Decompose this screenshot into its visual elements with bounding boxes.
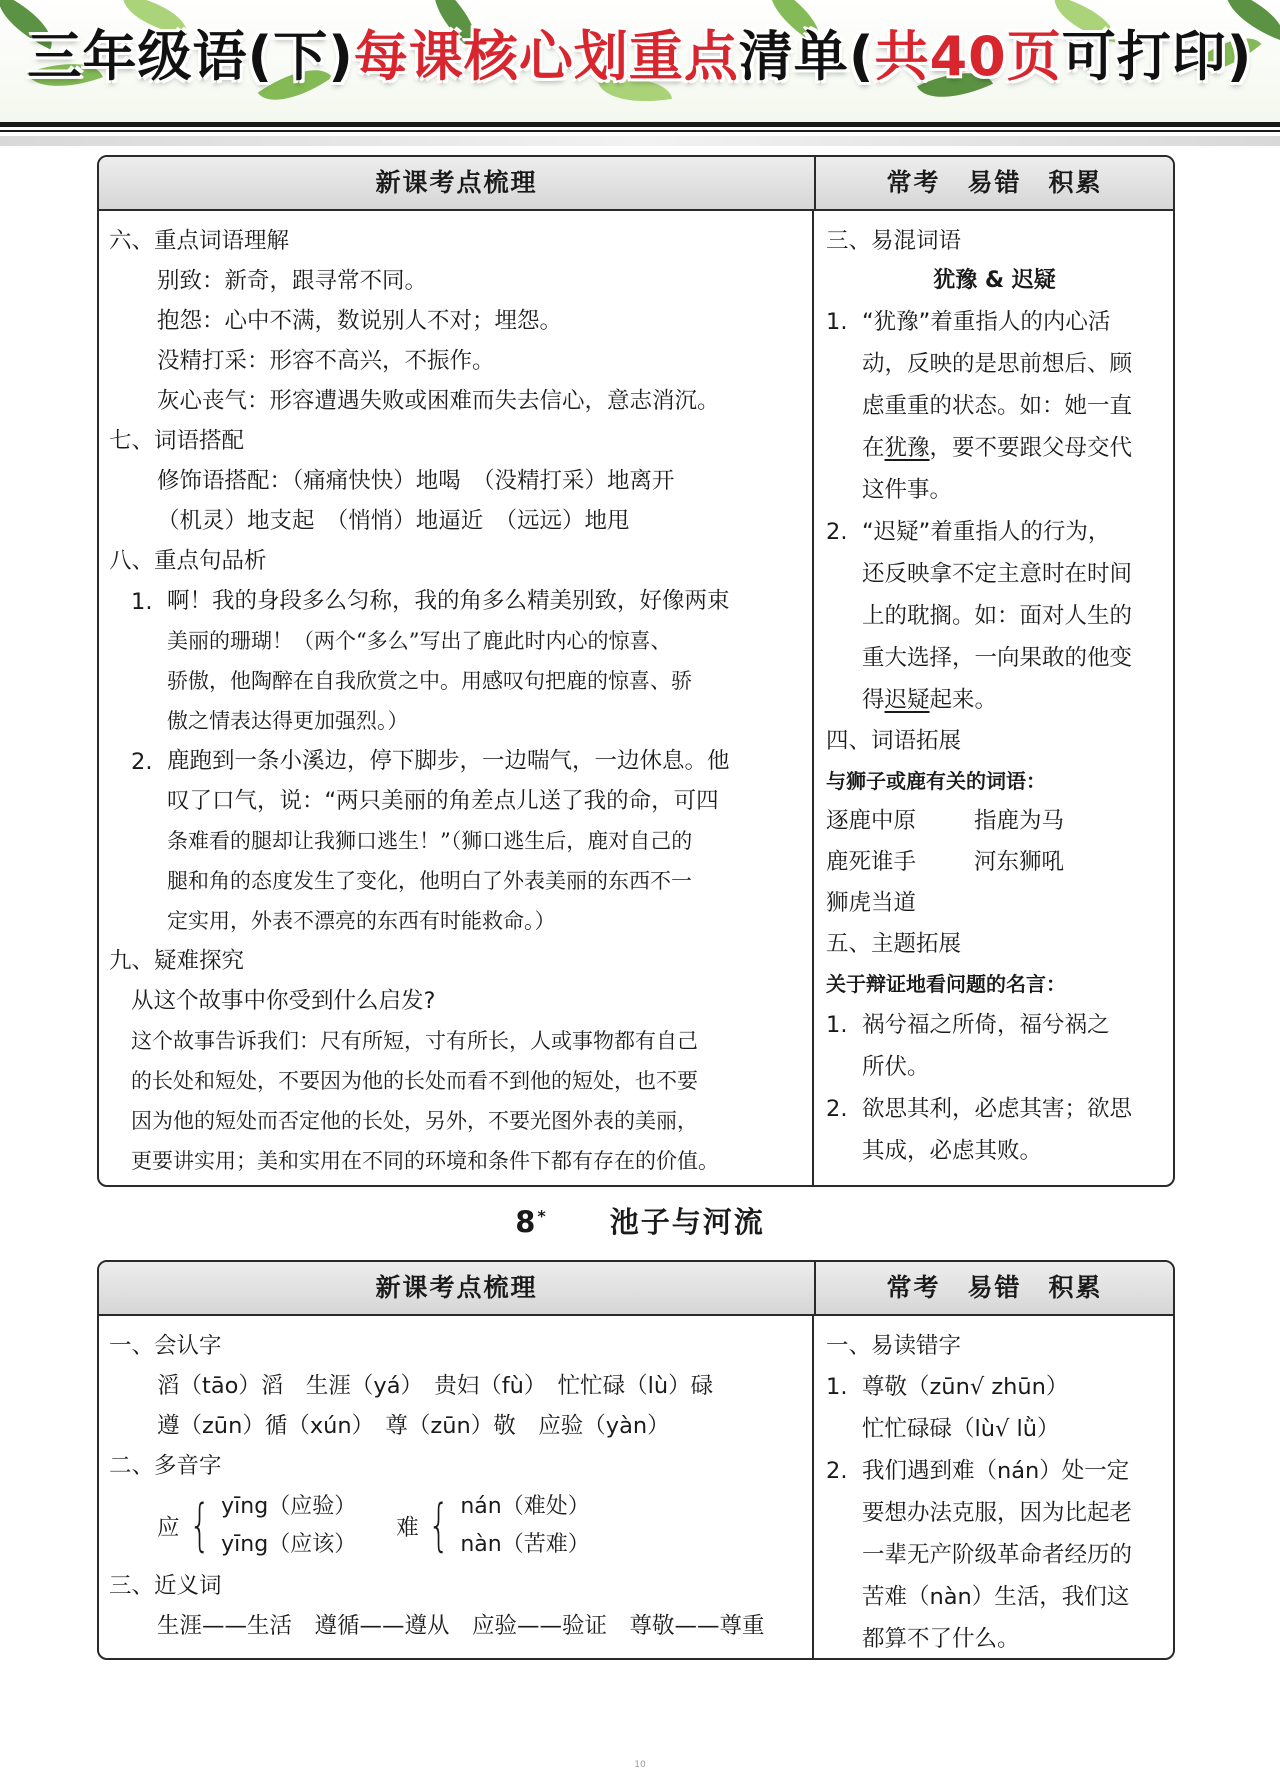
text-line: 祸兮福之所倚，福兮祸之: [862, 1012, 1110, 1038]
subtitle: 关于辩证地看问题的名言：: [826, 972, 1066, 996]
brace-icon: {: [427, 1493, 450, 1558]
right-column: [814, 211, 1173, 1187]
text-line: 条难看的腿却让我狮口逃生！”（狮口逃生后，鹿对自己的: [167, 829, 693, 853]
text-line: 一辈无产阶级革命者经历的: [862, 1542, 1133, 1568]
table-header: [99, 1262, 1173, 1316]
section-title: 四、词语拓展: [826, 728, 962, 754]
text-line: 叹了口气，说：“两只美丽的角差点儿送了我的命，可四: [167, 788, 719, 814]
question: 从这个故事中你受到什么启发?: [131, 988, 436, 1014]
text-line: 滔（tāo）滔 生涯（yá） 贵妇（fù） 忙忙碌（lù）碌: [157, 1373, 714, 1399]
lesson-mark: *: [537, 1206, 548, 1226]
text-line: 骄傲，他陶醉在自我欣赏之中。用感叹句把鹿的惊喜、骄: [167, 669, 692, 693]
page-number: 10: [634, 1760, 646, 1770]
lesson-name: 池子与河流: [609, 1205, 765, 1239]
text-line: [862, 427, 1163, 469]
underlined-word: 迟疑: [884, 687, 930, 713]
divider: [0, 122, 1280, 127]
list-item: 别致：新奇，跟寻常不同。: [157, 268, 428, 294]
text-line: “迟疑”着重指人的行为，: [862, 519, 1111, 545]
text-fragment: 起来。: [929, 687, 998, 713]
word-row: [826, 883, 1163, 924]
section-title: 七、词语搭配: [109, 428, 245, 454]
item-number: 2.: [131, 749, 153, 775]
divider: [0, 130, 1280, 132]
sentence-item: [109, 741, 802, 941]
text-line: [862, 679, 1163, 721]
lesson-number: 8: [515, 1205, 538, 1239]
study-table-2: [97, 1260, 1175, 1660]
header-right: 常考 易错 积累: [886, 168, 1103, 197]
item-number: 1.: [826, 1374, 848, 1400]
polyphone-char: 应: [157, 1515, 180, 1541]
list-item: 修饰语搭配：（痛痛快快）地喝 （没精打采）地离开: [157, 468, 675, 494]
note-item: [826, 1450, 1163, 1660]
text-line: 尊敬（zūn√ zhūn）: [862, 1374, 1069, 1400]
item-number: 1.: [131, 589, 153, 615]
banner-title: [0, 14, 1280, 91]
list-item: 灰心丧气：形容遭遇失败或困难而失去信心，意志消沉。: [157, 388, 720, 414]
title-part: 每课核心划重点: [353, 25, 739, 88]
title-part: 清单(: [738, 25, 875, 88]
polyphone-group: [396, 1486, 590, 1566]
header-left: 新课考点梳理: [99, 1262, 816, 1314]
word: 河东狮吼: [974, 849, 1065, 875]
word-row: [826, 842, 1163, 883]
text-line: 虑重重的状态。如：她一直: [862, 393, 1133, 419]
note-item: [826, 301, 1163, 511]
title-part: 三年级语(下): [27, 25, 354, 88]
word: 狮虎当道: [826, 890, 917, 916]
text-line: 都算不了什么。: [862, 1626, 1020, 1652]
banner: [0, 0, 1280, 122]
section-title: 八、重点句品析: [109, 548, 267, 574]
left-column: [99, 211, 814, 1187]
text-line: 腿和角的态度发生了变化，他明白了外表美丽的东西不一: [167, 869, 692, 893]
text-line: 定实用，外表不漂亮的东西有时能救命。）: [167, 909, 556, 933]
item-number: 2.: [826, 1096, 848, 1122]
title-part: 可打印): [1061, 25, 1253, 88]
pinyin-line: yīng（应该）: [221, 1532, 357, 1557]
list-item: 抱怨：心中不满，数说别人不对；埋怨。: [157, 308, 563, 334]
word-row: [826, 801, 1163, 842]
text-line: “犹豫”着重指人的内心活: [862, 309, 1111, 335]
answer-line: 更要讲实用；美和实用在不同的环境和条件下都有存在的价值。: [131, 1149, 719, 1173]
text-line: 生涯——生活 遵循——遵从 应验——验证 尊敬——尊重: [157, 1613, 765, 1639]
text-line: 其成，必虑其败。: [862, 1138, 1043, 1164]
text-line: 我们遇到难（nán）处一定: [862, 1458, 1130, 1484]
item-number: 1.: [826, 309, 848, 335]
polyphone-group: [157, 1486, 356, 1566]
section-title: 一、易读错字: [826, 1333, 962, 1359]
text-line: 苦难（nàn）生活，我们这: [862, 1584, 1130, 1610]
section-title: 二、多音字: [109, 1453, 222, 1479]
text-line: 美丽的珊瑚！（两个“多么”写出了鹿此时内心的惊喜、: [167, 629, 672, 653]
text-line: 遵（zūn）循（xún） 尊（zūn）敬 应验（yàn）: [157, 1413, 670, 1439]
section-title: 五、主题拓展: [826, 931, 962, 957]
text-fragment: 得: [862, 687, 885, 713]
pinyin-line: yīng（应验）: [221, 1494, 357, 1519]
answer-line: 因为他的短处而否定他的长处，另外，不要光图外表的美丽，: [131, 1109, 698, 1133]
text-line: 上的耽搁。如：面对人生的: [862, 603, 1133, 629]
item-number: 1.: [826, 1012, 848, 1038]
item-number: 2.: [826, 519, 848, 545]
divider: [0, 136, 1280, 146]
section-title: 一、会认字: [109, 1333, 222, 1359]
subtitle: 与狮子或鹿有关的词语：: [826, 769, 1046, 793]
text-line: 傲之情表达得更加强烈。）: [167, 709, 409, 733]
text-fragment: ，要不要跟父母交代: [929, 435, 1133, 461]
text-fragment: 在: [862, 435, 885, 461]
text-line: 啊！我的身段多么匀称，我的角多么精美别致，好像两束: [167, 588, 730, 614]
list-item: （机灵）地支起 （悄悄）地逼近 （远远）地甩: [157, 508, 630, 534]
note-item: [826, 511, 1163, 721]
section-title: 六、重点词语理解: [109, 228, 290, 254]
polyphone-row: [109, 1486, 802, 1566]
pinyin-line: nán（难处）: [460, 1494, 590, 1519]
title-part: 共40页: [874, 25, 1062, 88]
table-header: [99, 157, 1173, 211]
polyphone-char: 难: [396, 1515, 419, 1541]
pinyin-line: nàn（苦难）: [460, 1532, 590, 1557]
section-title: 三、近义词: [109, 1573, 222, 1599]
quote-item: [826, 1088, 1163, 1172]
text-line: 动，反映的是思前想后、顾: [862, 351, 1133, 377]
text-line: 鹿跑到一条小溪边，停下脚步，一边喘气，一边休息。他: [167, 748, 730, 774]
sentence-item: [109, 581, 802, 741]
note-item: [826, 1366, 1163, 1450]
text-line: 忙忙碌碌（lù√ lǜ）: [862, 1416, 1060, 1442]
answer-line: 的长处和短处，不要因为他的长处而看不到他的短处，也不要: [131, 1069, 698, 1093]
text-line: 欲思其利，必虑其害；欲思: [862, 1096, 1133, 1122]
left-column: [99, 1316, 814, 1660]
text-line: 要想办法克服，因为比起老: [862, 1500, 1133, 1526]
word: 指鹿为马: [974, 808, 1065, 834]
study-table-1: [97, 155, 1175, 1187]
underlined-word: 犹豫: [884, 435, 930, 461]
text-line: 还反映拿不定主意时在时间: [862, 561, 1133, 587]
list-item: 没精打采：形容不高兴，不振作。: [157, 348, 495, 374]
text-line: 所伏。: [862, 1054, 930, 1080]
section-title: 九、疑难探究: [109, 948, 245, 974]
subtitle: 犹豫 & 迟疑: [933, 268, 1056, 293]
brace-icon: {: [188, 1493, 211, 1558]
header-left: 新课考点梳理: [99, 157, 816, 209]
item-number: 2.: [826, 1458, 848, 1484]
lesson-title: [0, 1200, 1280, 1241]
section-title: 三、易混词语: [826, 228, 962, 254]
text-line: 重大选择，一向果敢的他变: [862, 645, 1133, 671]
right-column: [814, 1316, 1173, 1660]
text-line: 这件事。: [862, 477, 953, 503]
answer-line: 这个故事告诉我们：尺有所短，寸有所长，人或事物都有自己: [131, 1029, 698, 1053]
word: 鹿死谁手: [826, 849, 917, 875]
word: 逐鹿中原: [826, 808, 917, 834]
header-right: 常考 易错 积累: [886, 1273, 1103, 1302]
quote-item: [826, 1004, 1163, 1088]
